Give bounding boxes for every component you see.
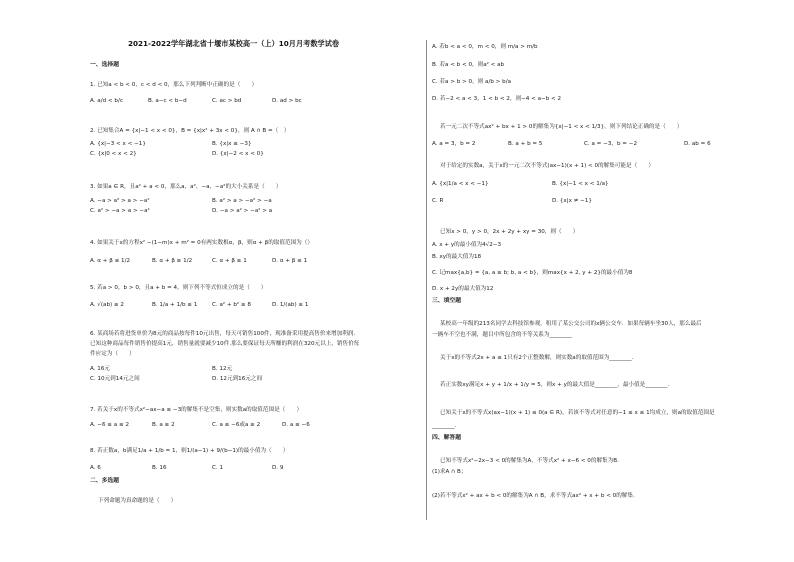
q8-option-d: D. 9 <box>272 465 284 471</box>
question-3: 3. 如果a ∈ R，且a² + a < 0，那么a，a²，−a，−a²的大小关系是（ ） <box>90 184 282 190</box>
section-multiple-choice: 一、选择题 <box>90 62 119 68</box>
q8-option-a: A. 6 <box>90 465 101 471</box>
section-multi-select: 二、多选题 <box>90 478 119 484</box>
question-11: 对于给定的实数a，关于x的一元二次不等式(ax−1)(x + 1) < 0的解集可能是（ ） <box>440 163 654 169</box>
q2-option-b: B. {x|x ≤ −3} <box>212 141 252 147</box>
q1-option-c: C. ac > bd <box>212 98 242 104</box>
question-13-line-2: 一辆车不空也不满，题目中所包含的不等关系为________ <box>432 332 572 338</box>
q7-option-c: C. a ≤ −6或a ≥ 2 <box>212 422 261 428</box>
q7-option-b: B. a ≥ 2 <box>152 422 175 428</box>
q5-option-d: D. 1/(ab) ≤ 1 <box>272 302 309 308</box>
q7-option-d: D. a ≤ −6 <box>282 422 310 428</box>
question-6-line-1: 6. 某商场若将进货单价为8元的商品按每件10元出售，每天可销售100件，现准备采用提高售价来增加利润. <box>90 331 356 337</box>
q9-option-d: D. 若−2 < a < 3，1 < b < 2，则−4 < a−b < 2 <box>432 96 562 102</box>
question-6-line-3: 件应定为（ ） <box>90 351 135 357</box>
q12-option-a: A. x + y的最小值为4√2−3 <box>432 242 502 248</box>
q9-option-b: B. 若a < b < 0，则a² < ab <box>432 62 505 68</box>
question-17-part-1: (1)求A ∩ B； <box>432 469 467 475</box>
exam-title: 2021-2022学年湖北省十堰市某校高一（上）10月月考数学试卷 <box>128 39 340 48</box>
column-divider <box>426 40 427 520</box>
q10-option-c: C. a = −3，b = −2 <box>584 141 638 147</box>
question-16-line-1: 已知关于x的不等式x(ax−1)(x + 1) ≤ 0(a ∈ R)，若该不等式对任意的−1 ≤ x ≤ 1均成立，则a的取值范围是 <box>440 410 715 416</box>
q6-option-b: B. 12元 <box>212 366 233 372</box>
question-17-line-1: 已知不等式x²−2x−3 < 0的解集为A，不等式x² + x−6 < 0的解集为B． <box>440 458 623 464</box>
question-2: 2. 已知集合A = {x|−1 < x < 0}，B = {x|x² + 3x < 0}，则 A ∩ B =（ ） <box>90 128 290 134</box>
q12-option-d: D. x + 2y的最大值为12 <box>432 286 494 292</box>
q4-option-b: B. α + β ≥ 1/2 <box>152 258 193 264</box>
q2-option-d: D. {x|−2 < x < 0} <box>212 151 264 157</box>
q7-option-a: A. −6 ≤ a ≤ 2 <box>90 422 130 428</box>
section-answer: 四、解答题 <box>432 435 461 441</box>
question-7: 7. 若关于x的不等式x²−ax−a ≤ −3的解集不是空集，则实数a的取值范围是（ ） <box>90 407 303 413</box>
question-10: 若一元二次不等式ax² + bx + 1 > 0的解集为{x|−1 < x < 1/3}，则下列结论正确的是（ ） <box>440 124 683 130</box>
q1-option-a: A. a/d < b/c <box>90 98 123 104</box>
question-17-part-2: (2)若不等式x² + ax + b < 0的解集为A ∩ B，求不等式ax² + x + b < 0的解集. <box>432 493 635 499</box>
q5-option-b: B. 1/a + 1/b ≤ 1 <box>152 302 198 308</box>
question-15: 若正实数xy满足x + y + 1/x + 1/y = 5，则x + y的最大值是________，最小值是________. <box>440 382 670 388</box>
q10-option-d: D. ab = 6 <box>684 141 711 147</box>
question-4: 4. 如果关于x的方程x² −(1−m)x + m² = 0有两实数根α，β，则α + β的取值范围为（） <box>90 240 313 246</box>
q11-option-c: C. R <box>432 198 444 204</box>
question-6-line-2: 已知这种商品每件销售价提高1元，销售量就要减少10件.那么要保证每天所赚的利润在320元以上，销售价每 <box>90 341 360 347</box>
q8-option-c: C. 1 <box>212 465 224 471</box>
q3-option-c: C. a² > −a > a > −a² <box>90 208 150 214</box>
q3-option-a: A. −a > a² > a > −a² <box>90 198 150 204</box>
q3-option-b: B. a² > a > −a² > −a <box>212 198 272 204</box>
q11-option-a: A. {x|1/a < x < −1} <box>432 181 489 187</box>
q3-option-d: D. −a > a² > −a² > a <box>212 208 273 214</box>
q10-option-b: B. a + b = 5 <box>508 141 543 147</box>
q9-option-a: A. 若b < a < 0，m < 0，则 m/a > m/b <box>432 44 538 50</box>
q11-option-b: B. {x|−1 < x < 1/a} <box>552 181 609 187</box>
question-16-line-2: ________. <box>432 423 457 429</box>
q4-option-a: A. α + β ≤ 1/2 <box>90 258 131 264</box>
q1-option-d: D. ad > bc <box>272 98 302 104</box>
q6-option-d: D. 12元到16元之间 <box>212 376 263 382</box>
q2-option-a: A. {x|−3 < x < −1} <box>90 141 146 147</box>
q4-option-c: C. α + β ≥ 1 <box>212 258 247 264</box>
question-5: 5. 若a > 0，b > 0，且a + b = 4，则下列不等式恒成立的是（ ） <box>90 285 267 291</box>
section-fill-blank: 三、填空题 <box>432 298 461 304</box>
q12-option-b: B. xy的最大值为18 <box>432 254 482 260</box>
question-13-line-1: 某校高一年级的213名同学去科技馆参观，租用了某公交公司的x辆公交车．如果每辆车坐30人，那么最后 <box>440 321 702 327</box>
q6-option-a: A. 16元 <box>90 366 110 372</box>
question-1: 1. 已知a < b < 0，c < d < 0，那么下列判断中正确的是（ ） <box>90 82 258 88</box>
q2-option-c: C. {x|0 < x < 2} <box>90 151 137 157</box>
q6-option-c: C. 10元到14元之间 <box>90 376 140 382</box>
question-8: 8. 若正数a，b满足1/a + 1/b = 1，则1/(a−1) + 9/(b−1)的最小值为（ ） <box>90 448 289 454</box>
question-9: 下列命题为真命题的是（ ） <box>98 498 177 504</box>
q1-option-b: B. a−c < b−d <box>148 98 187 104</box>
question-14: 关于x的不等式2x + a ≤ 1只有2个正整数解，则实数a的取值范围为________. <box>440 355 634 361</box>
q8-option-b: B. 16 <box>152 465 167 471</box>
q5-option-a: A. √(ab) ≥ 2 <box>90 302 124 308</box>
q9-option-c: C. 若a > b > 0，则 a/b > b/a <box>432 79 512 85</box>
q4-option-d: D. α + β ≤ 1 <box>272 258 308 264</box>
q5-option-c: C. a² + b² ≥ 8 <box>212 302 251 308</box>
q11-option-d: D. {x|x ≠ −1} <box>552 198 592 204</box>
question-12: 已知x > 0，y > 0，2x + 2y + xy = 30，则（ ） <box>440 229 579 235</box>
q12-option-c: C. 记max{a,b} = {a, a ≥ b; b, a < b}，则max{x + 2, y + 2}的最小值为8 <box>432 270 633 276</box>
q10-option-a: A. a = 3，b = 2 <box>432 141 476 147</box>
